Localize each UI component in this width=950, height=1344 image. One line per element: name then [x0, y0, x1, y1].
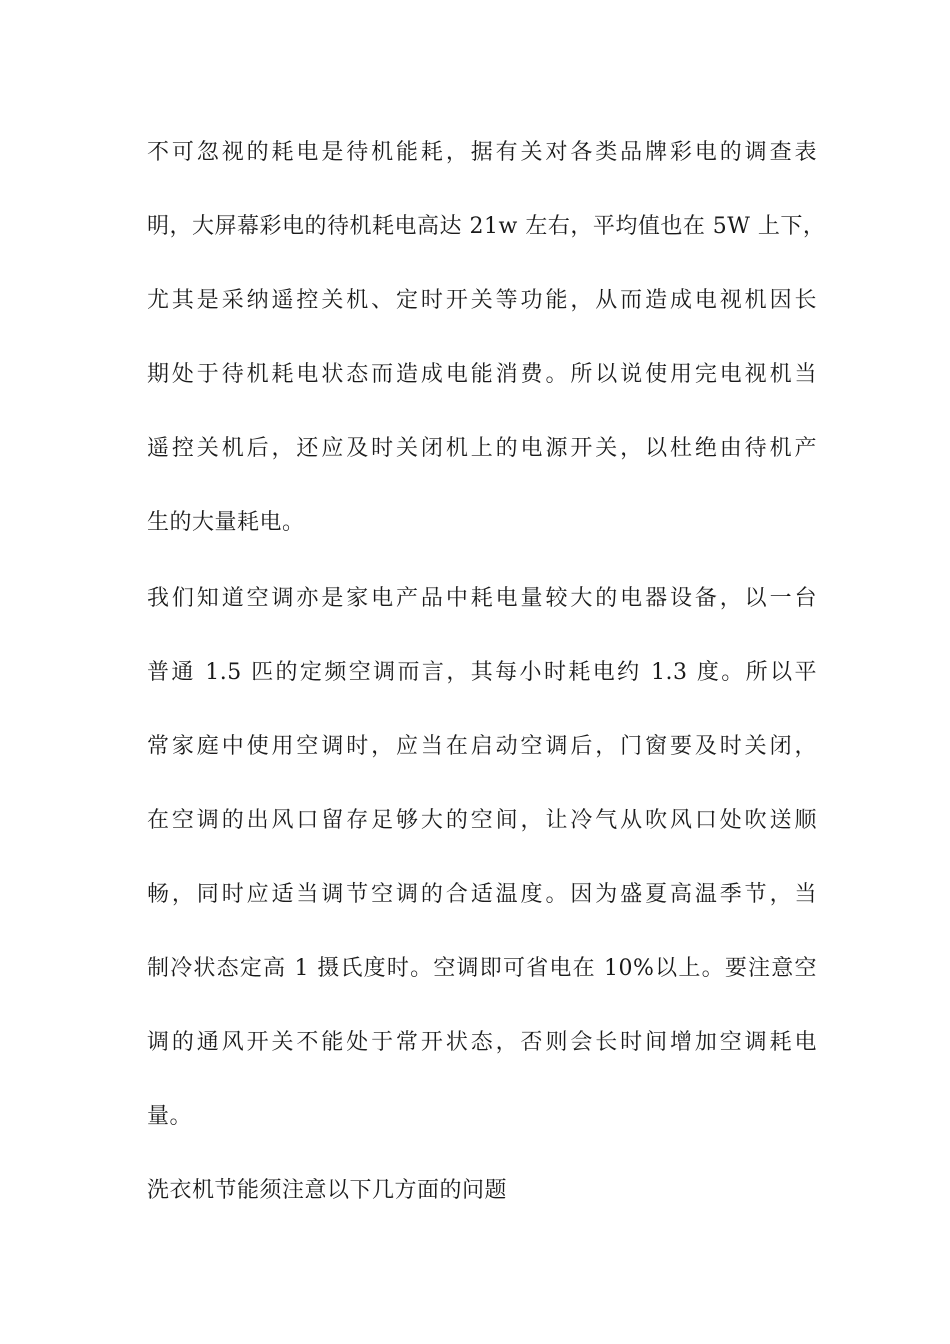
paragraph-2-line-3: 常家庭中使用空调时，应当在启动空调后，门窗要及时关闭，	[147, 734, 817, 759]
paragraph-2-line-2: 普通 1.5 匹的定频空调而言，其每小时耗电约 1.3 度。所以平	[147, 660, 817, 685]
paragraph-2-line-8: 量。	[147, 1104, 193, 1129]
paragraph-1-line-2: 明，大屏幕彩电的待机耗电高达 21w 左右，平均值也在 5W 上下，	[147, 214, 826, 239]
paragraph-2-line-7: 调的通风开关不能处于常开状态，否则会长时间增加空调耗电	[147, 1030, 817, 1055]
paragraph-2-line-5: 畅，同时应适当调节空调的合适温度。因为盛夏高温季节，当	[147, 882, 817, 907]
section-heading-washing-machine: 洗衣机节能须注意以下几方面的问题	[147, 1178, 508, 1203]
paragraph-2-line-1: 我们知道空调亦是家电产品中耗电量较大的电器设备，以一台	[147, 586, 817, 611]
paragraph-1-line-3: 尤其是采纳遥控关机、定时开关等功能，从而造成电视机因长	[147, 288, 817, 313]
paragraph-1-line-5: 遥控关机后，还应及时关闭机上的电源开关，以杜绝由待机产	[147, 436, 817, 461]
paragraph-2-line-6: 制冷状态定高 1 摄氏度时。空调即可省电在 10%以上。要注意空	[147, 956, 817, 981]
paragraph-2-line-4: 在空调的出风口留存足够大的空间，让冷气从吹风口处吹送顺	[147, 808, 817, 833]
paragraph-1-line-6: 生的大量耗电。	[147, 510, 305, 535]
paragraph-1-line-1: 不可忽视的耗电是待机能耗，据有关对各类品牌彩电的调查表	[147, 140, 817, 165]
paragraph-1-line-4: 期处于待机耗电状态而造成电能消费。所以说使用完电视机当	[147, 362, 817, 387]
